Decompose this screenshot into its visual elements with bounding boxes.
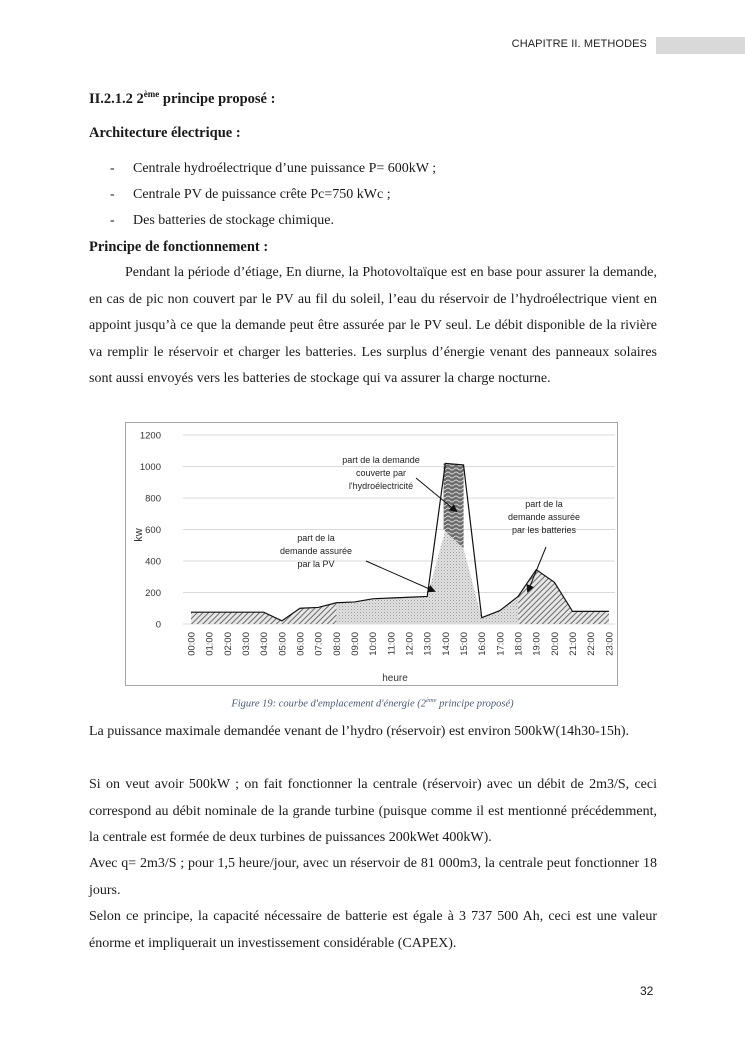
svg-text:19:00: 19:00 xyxy=(531,632,543,656)
section-title-text: principe proposé : xyxy=(159,90,276,107)
svg-text:l'hydroélectricité: l'hydroélectricité xyxy=(348,481,414,491)
svg-text:10:00: 10:00 xyxy=(368,632,380,656)
svg-text:0: 0 xyxy=(155,619,161,631)
svg-text:11:00: 11:00 xyxy=(386,632,398,656)
svg-text:demande assurée: demande assurée xyxy=(507,512,581,522)
svg-text:08:00: 08:00 xyxy=(331,632,343,656)
svg-text:20:00: 20:00 xyxy=(549,632,561,656)
svg-text:03:00: 03:00 xyxy=(241,632,253,656)
svg-text:16:00: 16:00 xyxy=(477,632,489,656)
svg-text:00:00: 00:00 xyxy=(186,632,198,656)
list-item-text: Centrale PV de puissance crête Pc=750 kWc ; xyxy=(133,187,391,202)
svg-text:400: 400 xyxy=(145,556,161,568)
svg-text:par la PV: par la PV xyxy=(297,559,335,569)
svg-text:22:00: 22:00 xyxy=(586,632,598,656)
svg-text:23:00: 23:00 xyxy=(604,632,616,656)
svg-text:15:00: 15:00 xyxy=(459,632,471,656)
conclusion-paragraph-3: Avec q= 2m3/S ; pour 1,5 heure/jour, avec un réservoir de 81 000m3, la centrale peut fonctionner 18 jours. xyxy=(89,856,657,898)
svg-text:1200: 1200 xyxy=(139,430,161,442)
svg-text:couverte par: couverte par xyxy=(355,468,407,478)
caption-text-end: principe proposé) xyxy=(436,698,514,710)
svg-text:01:00: 01:00 xyxy=(204,632,216,656)
page-number: 32 xyxy=(640,984,654,998)
list-item xyxy=(110,185,436,211)
list-item xyxy=(110,159,436,185)
figure-caption xyxy=(0,697,745,710)
svg-text:800: 800 xyxy=(145,493,161,505)
svg-text:21:00: 21:00 xyxy=(568,632,580,656)
y-axis-label: kw xyxy=(133,528,145,542)
list-item-text: Des batteries de stockage chimique. xyxy=(133,213,334,228)
svg-text:13:00: 13:00 xyxy=(422,632,434,656)
svg-text:part de la demande: part de la demande xyxy=(342,455,420,465)
list-item-text: Centrale hydroélectrique d’une puissance P= 600kW ; xyxy=(133,161,437,176)
svg-text:18:00: 18:00 xyxy=(513,632,525,656)
conclusion-paragraph-4: Selon ce principe, la capacité nécessaire de batterie est égale à 3 737 500 Ah, ceci est une valeur énorme et impliquerait un investissement considérable (CAPEX). xyxy=(89,909,657,951)
page-header xyxy=(0,37,745,55)
conclusion-paragraph-2: Si on veut avoir 500kW ; on fait fonctionner la centrale (réservoir) avec un débit de 2m3/S, ceci correspond au débit nominale de la grande turbine (puisque comme il est mentionné précédemment, la centrale est formée de deux turbines de puissances 200kWet 400kW). xyxy=(89,777,657,845)
svg-text:04:00: 04:00 xyxy=(259,632,271,656)
svg-text:12:00: 12:00 xyxy=(404,632,416,656)
svg-text:demande assurée: demande assurée xyxy=(279,546,353,556)
svg-text:06:00: 06:00 xyxy=(295,632,307,656)
svg-text:part de la: part de la xyxy=(297,533,335,543)
svg-text:600: 600 xyxy=(145,525,161,536)
svg-text:1000: 1000 xyxy=(139,462,161,473)
x-axis-ticks xyxy=(187,632,616,656)
principle-paragraph: Pendant la période d’étiage, En diurne, la Photovoltaïque est en base pour assurer la demande, en cas de pic non couvert par le PV au fil du soleil, l’eau du réservoir de l’hydroélectrique vient en appoint jusqu’à ce que la demande peut être assurée par le PV seul. Le débit disponible de la rivière va remplir le réservoir et charger les batteries. Les surplus d’énergie venant des panneaux solaires sont aussi envoyés vers les batteries de stockage qui va assurer la charge nocturne. xyxy=(89,265,657,386)
principle-title: Principe de fonctionnement : xyxy=(89,239,269,255)
architecture-title: Architecture électrique : xyxy=(89,125,241,141)
svg-text:200: 200 xyxy=(145,588,161,599)
x-axis-label: heure xyxy=(382,673,408,684)
bullet-dash: - xyxy=(110,187,115,202)
svg-text:17:00: 17:00 xyxy=(495,632,507,656)
svg-text:02:00: 02:00 xyxy=(222,632,234,656)
caption-text: Figure 19: courbe d'emplacement d'énergie (2 xyxy=(231,698,427,710)
bullet-dash: - xyxy=(110,161,115,176)
svg-text:09:00: 09:00 xyxy=(350,632,362,656)
energy-chart-svg xyxy=(126,423,619,687)
svg-text:07:00: 07:00 xyxy=(313,632,325,656)
chapter-title: CHAPITRE II. METHODES xyxy=(511,38,647,50)
architecture-list xyxy=(110,159,436,237)
chart xyxy=(125,422,618,686)
svg-text:14:00: 14:00 xyxy=(440,632,452,656)
header-bar xyxy=(656,37,745,54)
section-number: II.2.1.2 2 xyxy=(89,90,144,107)
svg-text:par les batteries: par les batteries xyxy=(511,525,577,535)
svg-text:part de la: part de la xyxy=(525,499,563,509)
section-sup: ème xyxy=(143,89,160,99)
svg-text:05:00: 05:00 xyxy=(277,632,289,656)
list-item xyxy=(110,211,436,237)
caption-sup: ème xyxy=(426,697,437,704)
bullet-dash: - xyxy=(110,213,115,228)
conclusion-paragraph-1: La puissance maximale demandée venant de l’hydro (réservoir) est environ 500kW(14h30-15h). xyxy=(89,724,629,739)
section-title xyxy=(89,89,275,108)
